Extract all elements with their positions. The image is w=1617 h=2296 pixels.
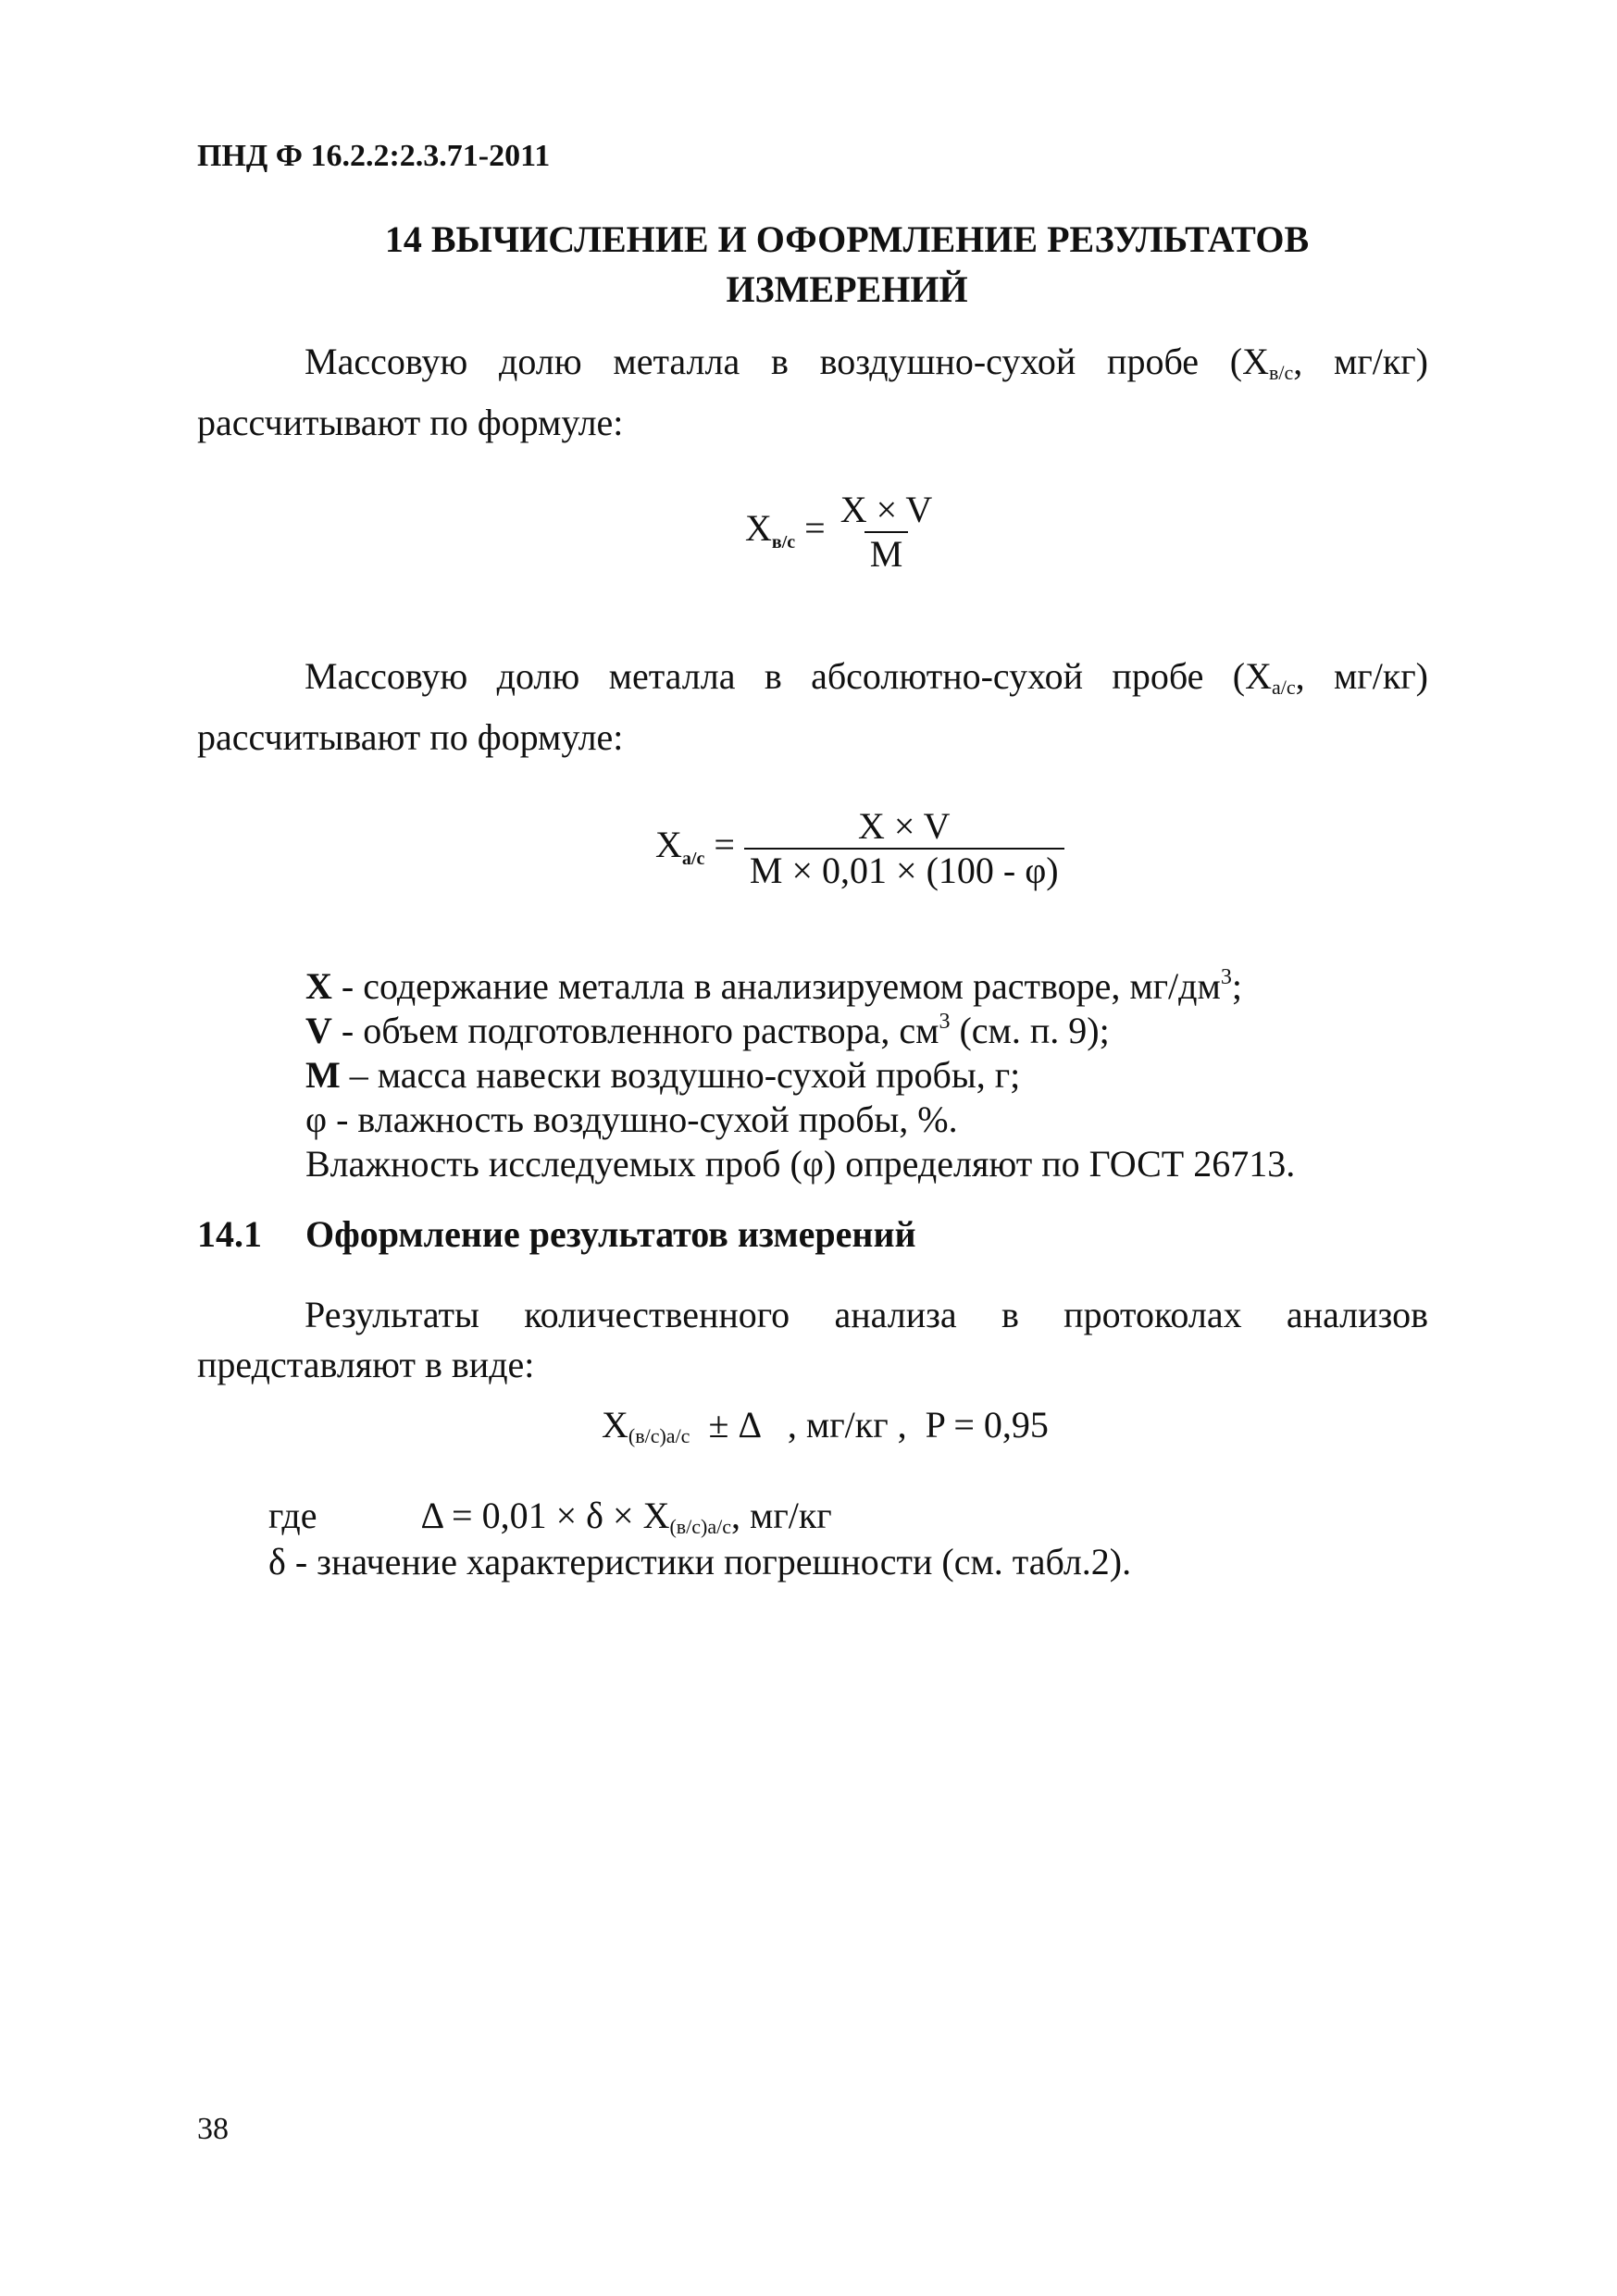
formula-lhs-subscript: в/с — [771, 532, 796, 553]
section-heading-line2: ИЗМЕРЕНИЙ — [726, 268, 968, 310]
formula-equals: = — [804, 507, 826, 550]
page-number: 38 — [197, 2112, 229, 2146]
formula-lhs: X — [655, 824, 682, 866]
where-clause: где Δ = 0,01 × δ × X(в/с)а/с, мг/кг — [268, 1495, 832, 1538]
confidence-level: P = 0,95 — [925, 1404, 1049, 1446]
definition-phi: φ - влажность воздушно-сухой пробы, %. — [305, 1098, 958, 1140]
paragraph-line: рассчитывают по формуле: — [197, 402, 624, 443]
definition-m: М – масса навески воздушно-сухой пробы, г; — [305, 1054, 1021, 1096]
formula-absolute-dry — [655, 805, 1064, 892]
subsection-number: 14.1 — [197, 1213, 262, 1255]
definition-x: X - содержание металла в анализируемом растворе, $мг/дм^3$; — [305, 965, 1242, 1007]
formula-fraction — [835, 489, 939, 576]
formula-lhs-subscript: а/с — [681, 849, 705, 870]
formula-equals: = — [714, 824, 735, 866]
paragraph-line: рассчитывают по формуле: — [197, 716, 624, 758]
section-heading-line1: 14 ВЫЧИСЛЕНИЕ И ОФОРМЛЕНИЕ РЕЗУЛЬТАТОВ — [384, 218, 1310, 260]
subsection-title: Оформление результатов измерений — [305, 1213, 916, 1255]
paragraph-line: представляют в виде: — [197, 1344, 535, 1385]
paragraph-line: Массовую долю металла в абсолютно-сухой пробе (Xа/с, мг/кг) — [305, 655, 1428, 699]
formula-denominator: M × 0,01 × (100 - φ) — [744, 848, 1064, 892]
paragraph-air-dry — [197, 337, 1428, 448]
formula-lhs: X — [745, 507, 772, 550]
formula-numerator: X × V — [857, 805, 951, 847]
where-label: где — [268, 1495, 317, 1536]
paragraph-line: Результаты количественного анализа в протоколах анализов — [305, 1294, 1428, 1335]
variable-definitions — [305, 964, 1295, 1186]
result-expression: X(в/с)а/с ± Δ , мг/кг , P = 0,95 — [602, 1404, 1049, 1447]
result-unit: , мг/кг , — [787, 1404, 907, 1446]
definition-v: V - объем подготовленного раствора, $см^3$ (см. п. 9); — [305, 1010, 1110, 1051]
delta-definition: δ - значение характеристики погрешности (см. табл.2). — [268, 1541, 1132, 1582]
formula-air-dry — [745, 489, 938, 576]
delta-formula: Δ = 0,01 × δ × X — [420, 1495, 670, 1536]
formula-numerator: X × V — [840, 489, 933, 530]
document-code: ПНД Ф 16.2.2:2.3.71-2011 — [197, 139, 551, 173]
paragraph-results — [197, 1290, 1428, 1390]
definition-humidity-note: Влажность исследуемых проб (φ) определяют по ГОСТ 26713. — [305, 1143, 1296, 1185]
paragraph-line: Массовую долю металла в воздушно-сухой пробе (Xв/с, мг/кг) — [305, 341, 1428, 384]
plus-minus-delta: ± Δ — [708, 1404, 760, 1446]
paragraph-absolute-dry — [197, 652, 1428, 763]
formula-denominator: M — [864, 531, 909, 576]
formula-fraction — [744, 805, 1064, 892]
